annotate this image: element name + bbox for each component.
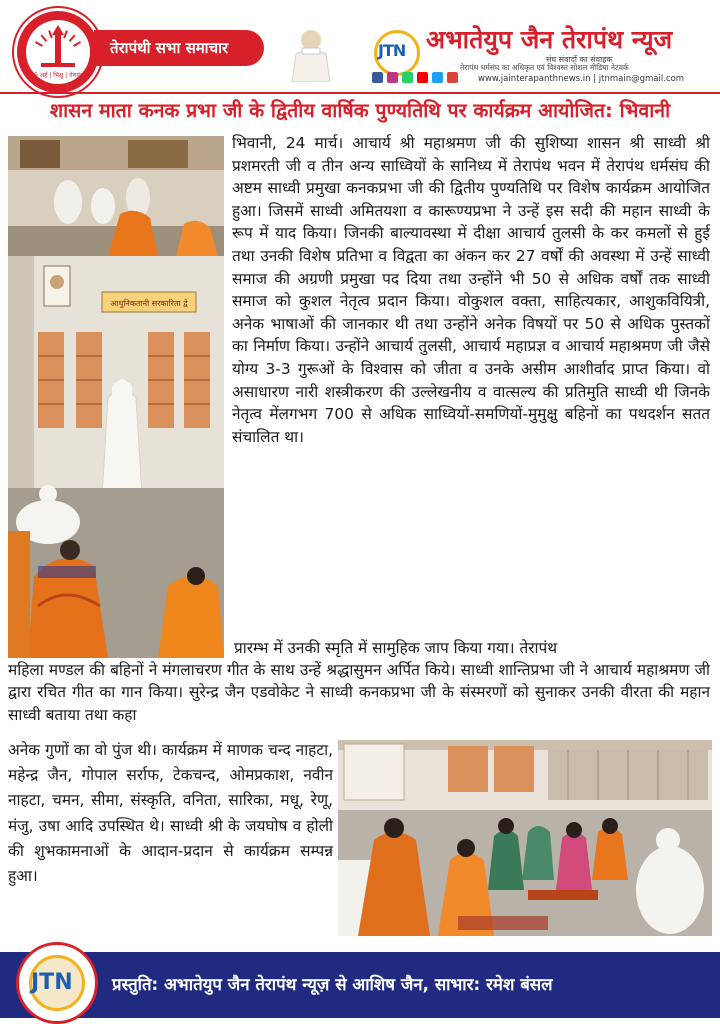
youtube-icon	[417, 72, 428, 83]
article-column-text	[232, 132, 710, 448]
sabha-samachar-banner	[94, 30, 264, 66]
article-paragraph-3: अनेक गुणों का वो पुंज थी। कार्यक्रम में माणक चन्द नाहटा, महेन्द्र जैन, गोपाल सर्राफ, टेकचन्द, ओमप्रकाश, नवीन नाहटा, चमन, सीमा, संस्कृति, वनिता, सारिका, मधू, रेणू, मंजु, उषा आदि उपस्थित थे। साध्वी श्री के जयघोष व होली की शुभकामनाओं के आदान-प्रदान से कार्यक्रम सम्पन्न हुआ।	[8, 741, 333, 886]
header-divider	[0, 92, 720, 94]
whatsapp-icon	[402, 72, 413, 83]
hall-sign-text: आधुनिकतानी सरकारिता द्वे	[110, 299, 188, 308]
article-paragraph-2-rest: महिला मण्डल की बहिनों ने मंगलाचरण गीत के साथ उन्हें श्रद्धासुमन अर्पित किये। साध्वी शान्तिप्रभा जी ने आचार्य महाश्रमण जी द्वारा रचित गीत का गान किया। सुरेन्द्र जैन एडवोकेट ने साध्वी कनकप्रभा जी के संस्मरणों को सुनाकर उनकी वीरता की महान साध्वी बताया तथा कहा	[8, 661, 710, 724]
google-plus-icon	[447, 72, 458, 83]
instagram-icon	[387, 72, 398, 83]
article-paragraph-1: भिवानी, 24 मार्च। आचार्य श्री महाश्रमण जी की सुशिष्या शासन श्री साध्वी श्री प्रशमरती जी व तीन अन्य साध्वियों के सानिध्य में तेरापंथ भवन में तेरापंथ धर्मसंघ की अष्टम साध्वी प्रमुखा कनकप्रभा जी की द्वितीय पुण्यतिथि पर विशेष कार्यक्रम आयोजित हुआ। जिसमें साध्वी अमितयशा व कारूण्यप्रभा ने उन्हें इस सदी की महान साध्वी के रूप में याद किया। जिनकी बाल्यावस्था में दीक्षा आचार्य तुलसी के कर कमलों से हुई तथा उनकी विशेष प्रतिभा व विद्वता का अंकन कर 27 वर्षों की अवस्था में उन्हें साध्वी समाज की अग्रणी प्रमुखा पद दिया तथा उन्होंने भी 50 से अधिक वर्षों तक साध्वी समाज को कुशल नेतृत्व प्रदान किया। वोकुशल वक्ता, साहित्यकार, आशुकवियित्री, अनेक भाषाओं की जानकार थी तथा उन्होंने अनेक विषयों पर 50 से अधिक पुस्तकों का निर्माण किया। उन्होंने आचार्य तुलसी, आचार्य महाप्रज्ञ व आचार्य महाश्रमण जी जैसे योग्य 3-3 गुरूओं के विश्वास को जीता व उनके असीम आशीर्वाद प्राप्त किया। वो असाधारण नारी शस्त्रीकरण की उल्लेखनीय व वात्सल्य की प्रतिमुति साध्वी थी जिनके नेतृत्व मेंलगभग 700 से अधिक साध्वियों-समणियों-मुमुक्षु बहिनों का पथदर्शन सतत संचालित था।	[232, 134, 710, 446]
brand-tagline: संघ संवादों का संवाहक	[546, 55, 613, 64]
footer-jtn-badge: JTN	[16, 942, 98, 1024]
brand-name: अभातेयुप जैन तेरापंथ न्यूज	[426, 25, 673, 54]
footer-credit: प्रस्तुति: अभातेयुप जैन तेरापंथ न्यूज़ से आशिष जैन, साभार: रमेश बंसल	[112, 974, 553, 994]
headline-block	[8, 96, 712, 126]
website-contact: www.jainterapanthnews.in | jtnmain@gmail.com	[478, 74, 685, 84]
facebook-icon	[372, 72, 383, 83]
article-paragraph-2-first-line: प्रारम्भ में उनकी स्मृति में सामुहिक जाप किया गया। तेरापंथ	[234, 639, 558, 657]
sun-emblem-icon	[17, 11, 99, 93]
twitter-icon	[432, 72, 443, 83]
terapanth-sabha-logo	[14, 8, 102, 96]
event-photo-gathering	[338, 740, 712, 936]
sabha-samachar-label: तेरापंथी सभा समाचार	[110, 39, 229, 57]
article-paragraph-2	[8, 637, 710, 726]
article-headline: शासन माता कनक प्रभा जी के द्वितीय वार्षिक पुण्यतिथि पर कार्यक्रम आयोजित: भिवानी	[49, 99, 671, 122]
page-header	[0, 0, 720, 92]
acharya-portrait	[286, 26, 336, 82]
social-icons	[372, 72, 458, 83]
brand-description: तेरापंथ धर्मसंघ का अधिकृत एवं विश्वस्त सोशल मीडिया नेटवर्क	[460, 63, 629, 72]
article-full-width-text	[8, 637, 710, 726]
article-narrow-text	[8, 738, 333, 889]
event-photo-hall	[8, 136, 224, 658]
jtn-logo: JTN	[372, 28, 420, 72]
logo-caption: ॐ अर्हं | भिक्षु | तेरापंथ	[32, 72, 84, 79]
